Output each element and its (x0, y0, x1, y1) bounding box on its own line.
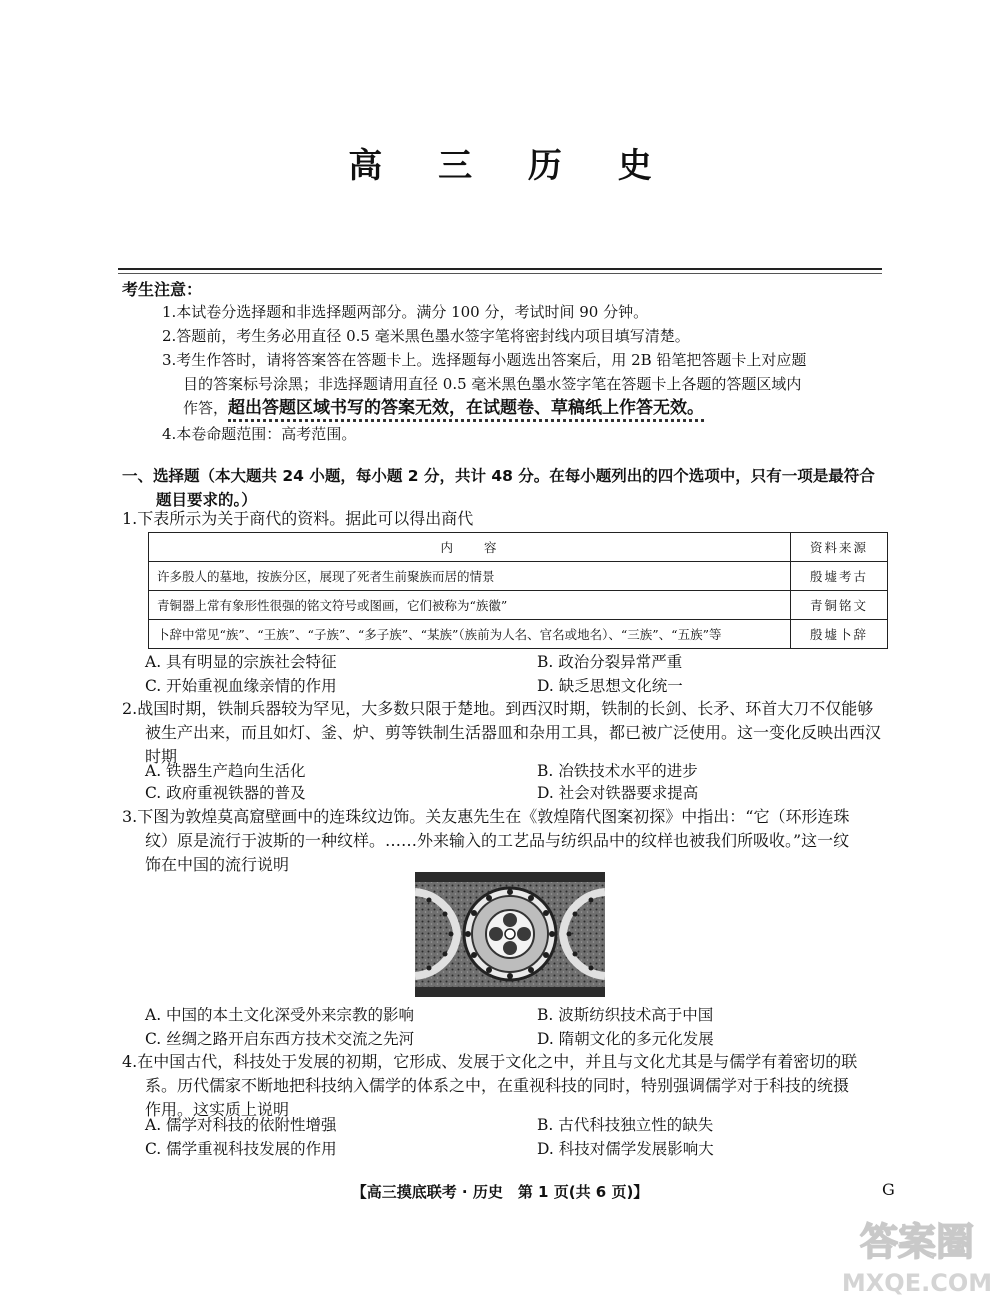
notice-item-3-end (183, 396, 704, 420)
notice-warning: 超出答题区域书写的答案无效，在试题卷、草稿纸上作答无效。 (228, 398, 704, 422)
section-heading-line1: 一、选择题（本大题共 24 小题，每小题 2 分，共计 48 分。在每小题列出的四个选项中，只有一项是最符合 (122, 467, 875, 485)
q4-option-c: C. 儒学重视科技发展的作用 (145, 1140, 337, 1158)
table-cell-content: 卜辞中常见“族”、“王族”、“子族”、“多子族”、“某族”（族前为人名、官名或地名）、“三族”、“五族”等 (149, 620, 791, 649)
q3-option-b: B. 波斯纺织技术高于中国 (537, 1006, 714, 1024)
q4-line1: 4.在中国古代，科技处于发展的初期，它形成、发展于文化之中，并且与文化尤其是与儒学有着密切的联 (122, 1052, 858, 1071)
table-cell-content: 许多殷人的墓地，按族分区，展现了死者生前聚族而居的情景 (149, 562, 791, 591)
q4-option-a: A. 儒学对科技的依附性增强 (145, 1116, 337, 1134)
table-cell-source: 殷墟卜辞 (791, 620, 888, 649)
q3-option-a: A. 中国的本土文化深受外来宗教的影响 (145, 1006, 415, 1024)
q3-option-c: C. 丝绸之路开启东西方技术交流之先河 (145, 1030, 415, 1048)
q2-option-d: D. 社会对铁器要求提高 (537, 784, 699, 802)
table-header-content: 内 容 (149, 533, 791, 562)
notice-item-1: 1.本试卷分选择题和非选择题两部分。满分 100 分，考试时间 90 分钟。 (162, 303, 649, 321)
q3-option-d: D. 隋朝文化的多元化发展 (537, 1030, 714, 1048)
watermark-bottom-text: MXQE.COM (842, 1269, 992, 1297)
q3-line1: 3.下图为敦煌莫高窟壁画中的连珠纹边饰。关友惠先生在《敦煌隋代图案初探》中指出：“它（环形连珠 (122, 807, 850, 826)
q4-line2: 系。历代儒家不断地把科技纳入儒学的体系之中，在重视科技的同时，特别强调儒学对于科技的统摄 (145, 1076, 850, 1095)
notice-heading: 考生注意： (122, 280, 203, 299)
table-header-source: 资料来源 (791, 533, 888, 562)
q2-line3: 时期 (145, 747, 178, 766)
table-header-row (149, 533, 888, 562)
q3-line3: 饰在中国的流行说明 (145, 855, 290, 874)
notice-item-2: 2.答题前，考生务必用直径 0.5 毫米黑色墨水签字笔将密封线内项目填写清楚。 (162, 327, 690, 345)
table-cell-source: 殷墟考古 (791, 562, 888, 591)
section-heading-line2: 题目要求的。） (156, 491, 257, 509)
q2-option-b: B. 冶铁技术水平的进步 (537, 762, 698, 780)
pearl-roundel-mural-image (415, 872, 605, 997)
q2-option-a: A. 铁器生产趋向生活化 (145, 762, 306, 780)
paper-version-mark: G (882, 1180, 895, 1199)
header-rule-thick (118, 268, 882, 270)
q1-option-b: B. 政治分裂异常严重 (537, 653, 683, 671)
q2-option-c: C. 政府重视铁器的普及 (145, 784, 306, 802)
q1-option-d: D. 缺乏思想文化统一 (537, 677, 683, 695)
page-footer: 【高三摸底联考 · 历史 第 1 页(共 6 页)】 (351, 1183, 649, 1201)
notice-item-3: 3.考生作答时，请将答案答在答题卡上。选择题每小题选出答案后，用 2B 铅笔把答题卡上对应题 (162, 351, 807, 369)
q1-option-c: C. 开始重视血缘亲情的作用 (145, 677, 337, 695)
q4-option-d: D. 科技对儒学发展影响大 (537, 1140, 714, 1158)
watermark-logo (842, 1207, 992, 1302)
q1-stem: 1.下表所示为关于商代的资料。据此可以得出商代 (122, 509, 474, 528)
q1-table (148, 532, 888, 649)
q1-option-a: A. 具有明显的宗族社会特征 (145, 653, 337, 671)
q2-line1: 2.战国时期，铁制兵器较为罕见，大多数只限于楚地。到西汉时期，铁制的长剑、长矛、环首大刀不仅能够 (122, 699, 874, 718)
header-rule-thin (118, 273, 882, 274)
table-row (149, 591, 888, 620)
table-cell-content: 青铜器上常有象形性很强的铭文符号或图画，它们被称为“族徽” (149, 591, 791, 620)
notice-item-4: 4.本卷命题范围：高考范围。 (162, 425, 357, 443)
section-heading (122, 464, 892, 512)
q3-line2: 纹）原是流行于波斯的一种纹样。……外来输入的工艺品与纺织品中的纹样也被我们所吸收。”这一纹 (145, 831, 850, 850)
table-row (149, 562, 888, 591)
q2-line2: 被生产出来，而且如灯、釜、炉、剪等铁制生活器皿和杂用工具，都已被广泛使用。这一变化反映出西汉 (145, 723, 882, 742)
watermark-top-text: 答案圈 (859, 1220, 975, 1264)
table-cell-source: 青铜铭文 (791, 591, 888, 620)
table-row (149, 620, 888, 649)
q4-line3: 作用。这实质上说明 (145, 1100, 290, 1119)
notice-item-3-cont: 目的答案标号涂黑；非选择题请用直径 0.5 毫米黑色墨水签字笔在答题卡上各题的答题区域内 (183, 375, 802, 393)
notice-answer-prefix: 作答， (183, 399, 229, 417)
q4-option-b: B. 古代科技独立性的缺失 (537, 1116, 714, 1134)
page-title: 高 三 历 史 (348, 146, 674, 186)
